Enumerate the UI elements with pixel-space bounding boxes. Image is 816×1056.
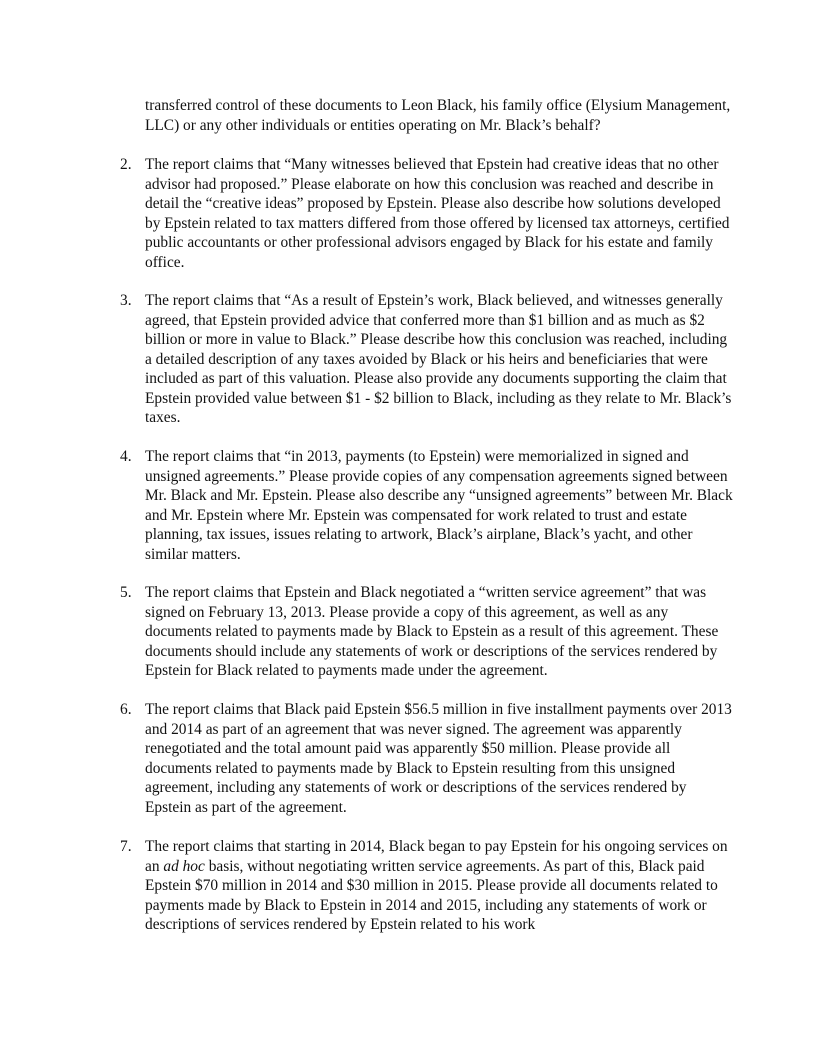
list-item-3 [120,291,735,428]
item-number: 2. [120,156,132,173]
item-text-after: basis, without negotiating written service agreements. As part of this, Black paid Epstein $70 million in 2014 and $30 million in 2015. Please provide all documents related to payments made by Black to Epstein in 2014 and 2015, including any statements of work or descriptions of services rendered by Epstein related to his work [145,857,718,933]
continuation-paragraph: transferred control of these documents to Leon Black, his family office (Elysium Management, LLC) or any other individuals or entities operating on Mr. Black’s behalf? [145,97,731,134]
item-text-before: The report claims that starting in 2014, Black began to pay Epstein for his ongoing services on an [145,838,728,875]
item-text: The report claims that Black paid Epstein $56.5 million in five installment payments over 2013 and 2014 as part of an agreement that was never signed. The agreement was apparently renegotiated and the total amount paid was apparently $50 million. Please provide all documents related to payments made by Black to Epstein resulting from this unsigned agreement, including any statements of work or descriptions of the services rendered by Epstein as part of the agreement. [145,701,732,816]
list-item-5 [120,583,735,681]
item-text: The report claims that “Many witnesses believed that Epstein had creative ideas that no other advisor had proposed.” Please elaborate on how this conclusion was reached and describe in detail the “creative ideas” proposed by Epstein. Please also describe how solutions developed by Epstein related to tax matters differed from those offered by licensed tax attorneys, certified public accountants or other professional advisors engaged by Black for his estate and family office. [145,156,730,271]
item-number: 5. [120,584,132,601]
list-item-4 [120,447,735,564]
item-text: The report claims that Epstein and Black negotiated a “written service agreement” that was signed on February 13, 2013. Please provide a copy of this agreement, as well as any documents related to payments made by Black to Epstein as a result of this agreement. These documents should include any statements of work or descriptions of the services rendered by Epstein for Black related to payments made under the agreement. [145,584,719,679]
item-text: The report claims that “in 2013, payments (to Epstein) were memorialized in signed and unsigned agreements.” Please provide copies of any compensation agreements signed between Mr. Black and Mr. Epstein. Please also describe any “unsigned agreements” between Mr. Black and Mr. Epstein where Mr. Epstein was compensated for work related to trust and estate planning, tax issues, issues relating to artwork, Black’s airplane, Black’s yacht, and other similar matters. [145,448,733,563]
item-text-italic: ad hoc [163,857,205,875]
item-number: 4. [120,448,132,465]
list-item-2 [120,155,735,272]
item-number: 7. [120,838,132,855]
item-text [145,837,735,935]
item-text: The report claims that “As a result of Epstein’s work, Black believed, and witnesses generally agreed, that Epstein provided advice that conferred more than $1 billion and as much as $2 billion or more in value to Black.” Please describe how this conclusion was reached, including a detailed description of any taxes avoided by Black or his heirs and beneficiaries that were included as part of this valuation. Please also provide any documents supporting the claim that Epstein provided value between $1 - $2 billion to Black, including as they relate to Mr. Black’s taxes. [145,292,732,426]
item-number: 6. [120,701,132,718]
list-item-7 [120,837,735,935]
item-number: 3. [120,292,132,309]
list-item-6 [120,700,735,817]
